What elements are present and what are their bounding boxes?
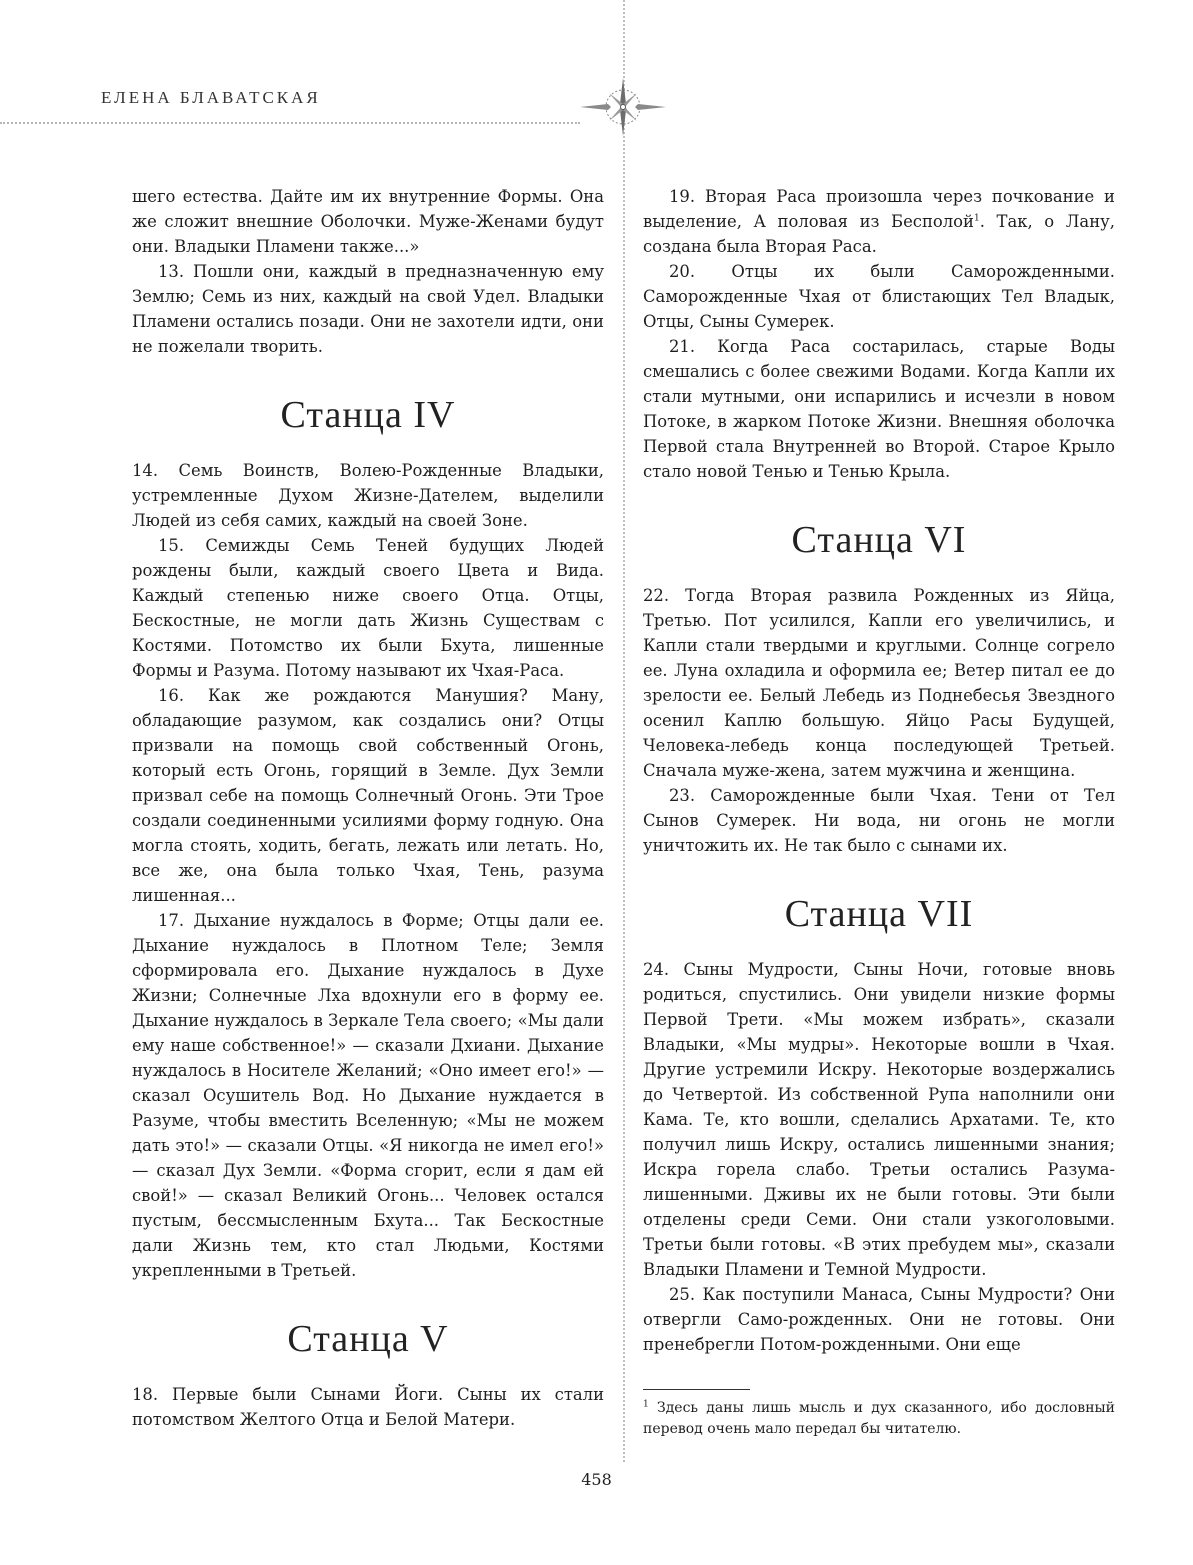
footnote [643,1398,1115,1440]
verse-19-text-b: . Так, о Лану, создана была Вторая Раса. [643,212,1115,256]
verse-24: 24. Сыны Мудрости, Сыны Ночи, готовые вновь родиться, спустились. Они увидели низкие формы Первой Трети. «Мы можем избрать», сказали Владыки, «Мы мудры». Некоторые вошли в Чхая. Другие устремили Искру. Некоторые воздержались до Четвертой. Из собственной Рупа наполнили они Кама. Те, кто вошли, сделались Архатами. Те, кто получил лишь Искру, остались лишенными знания; Искра горела слабо. Третьи остались Разума-лишенными. Дживы их не были готовы. Эти были отделены среди Семи. Они стали узкоголовыми. Третьи были готовы. «В этих пребудем мы», сказали Владыки Пламени и Темной Мудрости. [643,960,1115,1279]
verse-18: 18. Первые были Сынами Йоги. Сыны их стали потомством Желтого Отца и Белой Матери. [132,1385,604,1429]
verse-21: 21. Когда Раса состарилась, старые Воды смешались с более свежими Водами. Когда Капли их стали мутными, они испарились и исчезли в новом Потоке, в жарком Потоке Жизни. Внешняя оболочка Первой стала Внутренней во Второй. Старое Крыло стало новой Тенью и Тенью Крыла. [643,337,1115,481]
left-column [132,184,604,1432]
verse-25: 25. Как поступили Манаса, Сыны Мудрости? Они отвергли Само-рожденных. Они не готовы. Они пренебрегли Потом-рожденными. Они еще [643,1285,1115,1354]
page-number: 458 [581,1470,612,1489]
header-dotted-rule [0,122,580,124]
verse-16: 16. Как же рождаются Манушия? Ману, обладающие разумом, как создались они? Отцы призвали на помощь свой собственный Огонь, который есть Огонь, горящий в Земле. Дух Земли призвал себе на помощь Солнечный Огонь. Эти Трое создали соединенными усилиями форму годную. Она могла стоять, ходить, бегать, лежать или летать. Но, все же, она была только Чхая, Тень, разума лишенная... [132,686,604,905]
verse-15: 15. Семижды Семь Теней будущих Людей рождены были, каждый своего Цвета и Вида. Каждый степенью ниже своего Отца. Отцы, Бескостные, не могли дать Жизнь Существам с Костями. Потомство их были Бхута, лишенные Формы и Разума. Потому называют их Чхая-Раса. [132,536,604,680]
verse-23: 23. Саморожденные были Чхая. Тени от Тел Сынов Сумерек. Ни вода, ни огонь не могли уничтожить их. Не так было с сынами их. [643,786,1115,855]
footnote-text: Здесь даны лишь мысль и дух сказанного, ибо дословный перевод очень мало передал бы читателю. [643,1400,1115,1437]
stanza-iv-heading: Станца IV [280,394,456,436]
verse-17: 17. Дыхание нуждалось в Форме; Отцы дали ее. Дыхание нуждалось в Плотном Теле; Земля сформировала его. Дыхание нуждалось в Духе Жизни; Солнечные Лха вдохнули его в форму ее. Дыхание нуждалось в Зеркале Тела своего; «Мы дали ему наше собственное!» — сказали Дхиани. Дыхание нуждалось в Носителе Желаний; «Оно имеет его!» — сказал Осушитель Вод. Но Дыхание нуждается в Разуме, чтобы вместить Вселенную; «Мы не можем дать это!» — сказали Отцы. «Я никогда не имел его!» — сказал Дух Земли. «Форма сгорит, если я дам ей свой!» — сказал Великий Огонь... Человек остался пустым, бессмысленным Бхута... Так Бескостные дали Жизнь тем, кто стал Людьми, Костями укрепленными в Третьей. [132,911,604,1280]
stanza-v-heading: Станца V [287,1318,449,1360]
footnote-reference: 1 [973,213,980,224]
verse-19 [643,184,1115,259]
stanza-vii-heading: Станца VII [784,893,974,935]
running-header-author: ЕЛЕНА БЛАВАТСКАЯ [101,88,321,107]
compass-rose-icon [578,74,668,140]
column-divider [623,0,625,1462]
footnote-separator [643,1389,750,1390]
footnote-mark: 1 [643,1399,649,1410]
verse-14: 14. Семь Воинств, Волею-Рожденные Владыки, устремленные Духом Жизне-Дателем, выделили Людей из себя самих, каждый на своей Зоне. [132,461,604,530]
verse-13: 13. Пошли они, каждый в предназначенную ему Землю; Семь из них, каждый на свой Удел. Владыки Пламени остались позади. Они не захотели идти, они не пожелали творить. [132,262,604,356]
verse-19-text-a: 19. Вторая Раса произошла через почкование и выделение, А половая из Бесполой [643,187,1115,231]
stanza-vi-heading: Станца VI [791,519,967,561]
paragraph-continuation: шего естества. Дайте им их внутренние Формы. Она же сложит внешние Оболочки. Муже-Женами будут они. Владыки Пламени также...» [132,187,604,256]
right-column [643,184,1115,1357]
verse-20: 20. Отцы их были Саморожденными. Саморожденные Чхая от блистающих Тел Владык, Отцы, Сыны Сумерек. [643,262,1115,331]
verse-22: 22. Тогда Вторая развила Рожденных из Яйца, Третью. Пот усилился, Капли его увеличились, и Капли стали твердыми и круглыми. Солнце согрело ее. Луна охладила и оформила ее; Ветер питал ее до зрелости ее. Белый Лебедь из Поднебесья Звездного осенил Каплю большую. Яйцо Расы Будущей, Человека-лебедь конца последующей Третьей. Сначала муже-жена, затем мужчина и женщина. [643,586,1115,780]
